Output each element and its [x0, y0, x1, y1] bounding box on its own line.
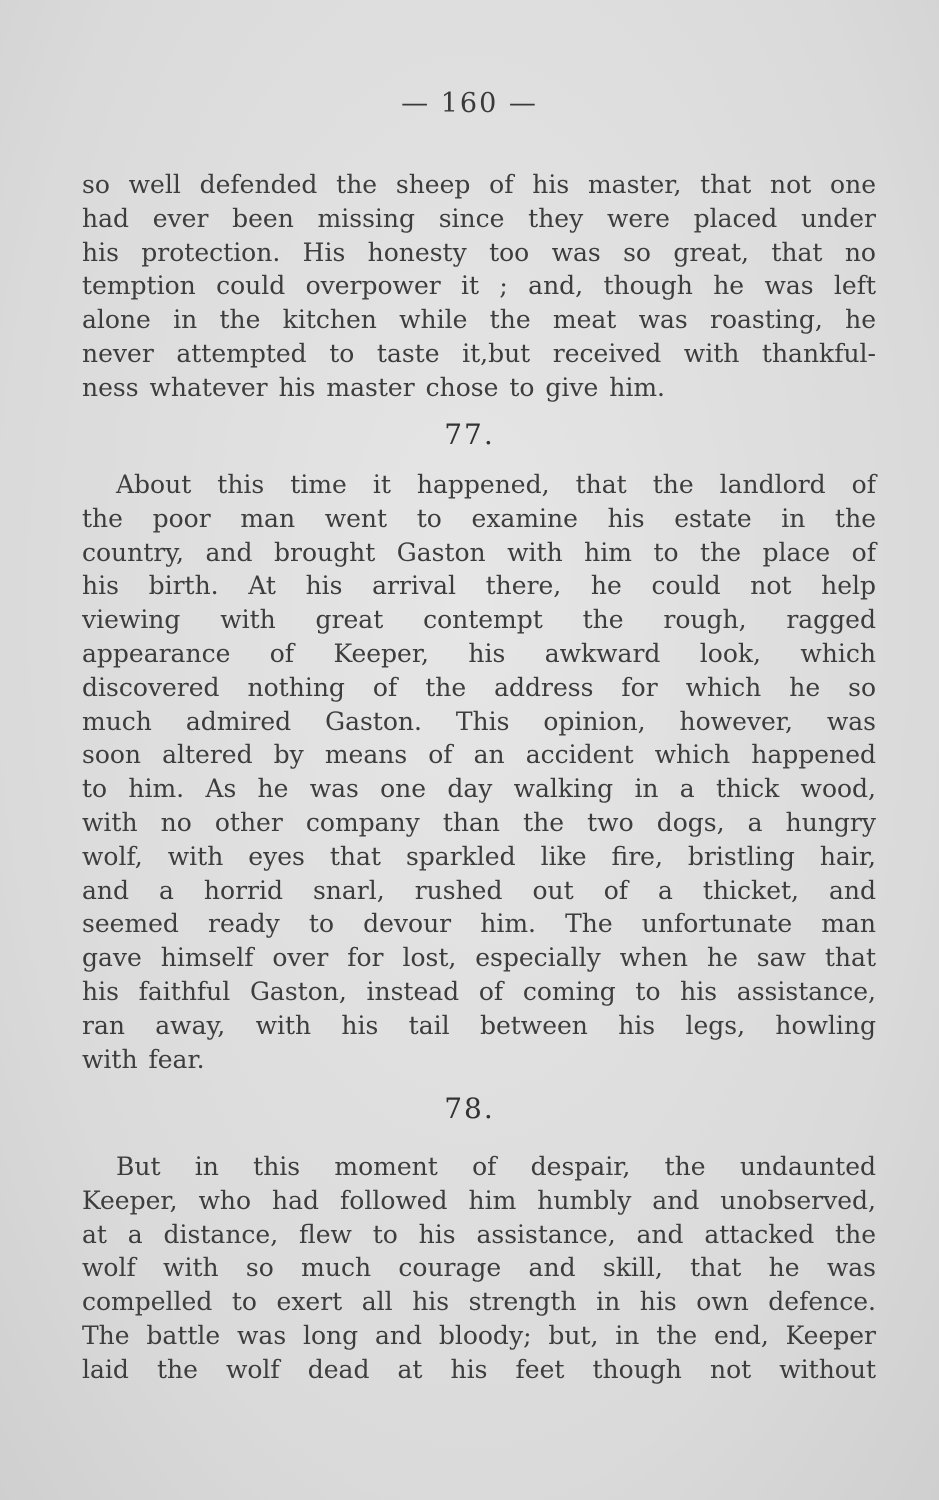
text-line: viewing with great contempt the rough, ragged: [82, 605, 876, 635]
text-line: his faithful Gaston, instead of coming to his assistance,: [82, 976, 876, 1006]
section-number-78: 78.: [444, 1092, 495, 1125]
paragraph-78: [82, 1150, 876, 1387]
page-number: — 160 —: [401, 88, 538, 119]
text-line: wolf, with eyes that sparkled like fire, bristling hair,: [82, 841, 876, 871]
text-line: compelled to exert all his strength in his own defence.: [82, 1287, 876, 1317]
text-line: wolf with so much courage and skill, that he was: [82, 1253, 876, 1283]
text-line: and a horrid snarl, rushed out of a thicket, and: [82, 875, 876, 905]
text-line: temption could overpower it ; and, though he was left: [82, 271, 876, 301]
text-line: had ever been missing since they were placed under: [82, 203, 876, 233]
section-number-77: 77.: [444, 418, 495, 451]
text-line: so well defended the sheep of his master, that not one: [82, 170, 876, 199]
text-line: appearance of Keeper, his awkward look, which: [82, 638, 876, 668]
text-line: gave himself over for lost, especially when he saw that: [82, 943, 876, 973]
text-line: country, and brought Gaston with him to the place of: [82, 537, 876, 567]
text-line: The battle was long and bloody; but, in the end, Keeper: [82, 1320, 876, 1350]
text-line: discovered nothing of the address for which he so: [82, 672, 876, 702]
text-line: Keeper, who had followed him humbly and unobserved,: [82, 1185, 876, 1215]
text-line: seemed ready to devour him. The unfortunate man: [82, 909, 876, 939]
text-line: his birth. At his arrival there, he could not help: [82, 571, 876, 601]
text-line: soon altered by means of an accident which happened: [82, 740, 876, 770]
paragraph-77: [82, 468, 876, 1076]
text-line: at a distance, flew to his assistance, and attacked the: [82, 1219, 876, 1249]
text-line: the poor man went to examine his estate in the: [82, 503, 876, 533]
text-line: But in this moment of despair, the undaunted: [116, 1152, 876, 1181]
text-line: with no other company than the two dogs, a hungry: [82, 807, 876, 837]
text-line: with fear.: [82, 1044, 205, 1074]
text-line: never attempted to taste it,but received with thankful-: [82, 338, 876, 368]
text-line: About this time it happened, that the landlord of: [116, 470, 876, 499]
text-line: ran away, with his tail between his legs, howling: [82, 1010, 876, 1040]
text-line: much admired Gaston. This opinion, however, was: [82, 706, 876, 736]
text-line: laid the wolf dead at his feet though not without: [82, 1354, 876, 1384]
text-line: alone in the kitchen while the meat was roasting, he: [82, 305, 876, 335]
text-line: his protection. His honesty too was so great, that no: [82, 237, 876, 267]
text-line: to him. As he was one day walking in a thick wood,: [82, 774, 876, 804]
paragraph-continued: [82, 168, 876, 405]
text-line: ness whatever his master chose to give him.: [82, 372, 665, 402]
